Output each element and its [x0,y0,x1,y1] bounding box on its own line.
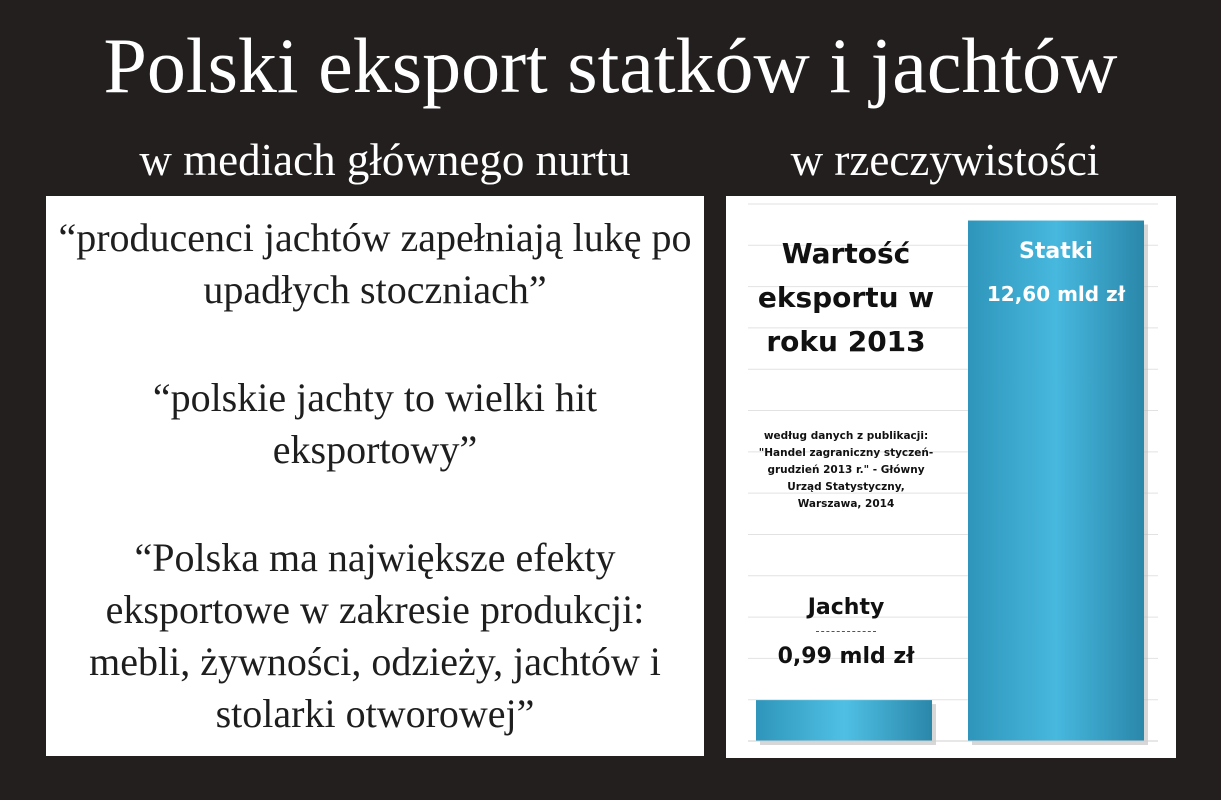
chart-title: Wartość eksportu w roku 2013 [757,237,935,358]
chart-source-note: według danych z publikacji: "Handel zagraniczny styczeń-grudzień 2013 r." - Główny Urząd Statystyczny, Warszawa, 2014 [758,430,934,510]
bar-value-statki: 12,60 mld zł [986,282,1126,306]
export-chart-panel [726,196,1176,758]
left-subtitle: w mediach głównego nurtu [139,135,631,185]
right-subtitle: w rzeczywistości [790,135,1100,185]
quote-1: “producenci jachtów zapełniają lukę po upadłych stoczniach” [58,215,692,312]
quote-2: “polskie jachty to wielki hit eksportowy” [152,375,598,472]
bar-value-jachty: 0,99 mld zł [777,644,915,669]
bar-jachty [756,700,932,741]
main-title: Polski eksport statków i jachtów [103,22,1118,109]
label-separator [816,631,876,632]
quote-3: “Polska ma największe efekty eksportowe w zakresie produkcji: mebli, żywności, odzieży, jachtów i stolarki otworowej” [89,535,661,736]
media-quotes-panel [46,196,704,756]
bar-label-statki: Statki [1019,239,1093,264]
bar-label-jachty: Jachty [807,595,885,620]
